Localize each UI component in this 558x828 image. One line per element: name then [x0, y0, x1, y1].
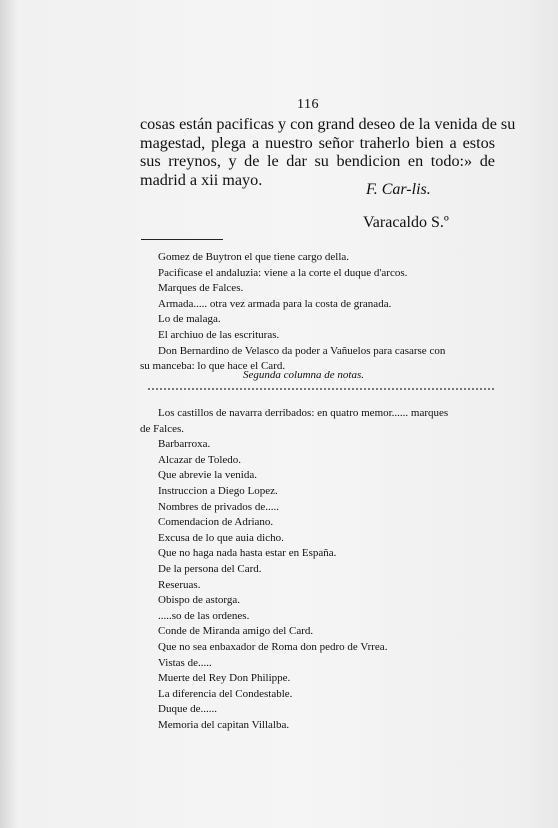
notes-list — [140, 250, 498, 375]
second-column-notes — [140, 406, 498, 733]
note-line: Instruccion a Diego Lopez. — [158, 484, 278, 497]
note-line: El archiuo de las escrituras. — [158, 328, 280, 341]
note-line: Barbarroxa. — [158, 438, 211, 451]
letter-text-block — [140, 115, 516, 189]
note-line: Vistas de..... — [158, 656, 212, 669]
note-line: Memoria del capitan Villalba. — [158, 718, 290, 731]
dotted-separator — [148, 388, 494, 400]
note-line: Reseruas. — [158, 578, 201, 591]
note-line: Lo de malaga. — [158, 313, 221, 326]
note-line: Muerte del Rey Don Philippe. — [158, 672, 291, 685]
note-line: de Falces. — [140, 422, 184, 435]
note-line: Excusa de lo que auia dicho. — [158, 531, 284, 544]
note-line: Nombres de privados de..... — [158, 500, 279, 513]
note-line: su manceba: lo que hace el Card. — [140, 360, 286, 373]
note-line: .....so de las ordenes. — [158, 609, 250, 622]
note-line: La diferencia del Condestable. — [158, 687, 293, 700]
note-line: Obispo de astorga. — [158, 594, 240, 607]
letter-line: magestad, plega a nuestro señor traherlo bien a estos — [140, 133, 495, 152]
note-line: Pacificase el andaluzia: viene a la corte el duque d'arcos. — [158, 266, 408, 279]
note-line: Don Bernardino de Velasco da poder a Vañuelos para casarse con — [158, 344, 446, 357]
note-line: Armada..... otra vez armada para la costa de granada. — [158, 297, 392, 310]
note-line: Duque de...... — [158, 703, 217, 716]
letter-line: madrid a xii mayo. — [140, 170, 263, 189]
page-number: 116 — [297, 97, 319, 112]
secretary-name: Varacaldo S.º — [363, 214, 449, 231]
note-line: Comendacion de Adriano. — [158, 516, 274, 529]
note-line: Conde de Miranda amigo del Card. — [158, 625, 314, 638]
note-line: Gomez de Buytron el que tiene cargo della. — [158, 251, 350, 263]
signature: F. Car-lis. — [366, 181, 431, 198]
note-line: Que no sea enbaxador de Roma don pedro de Vrrea. — [158, 640, 388, 653]
note-line: Los castillos de navarra derribados: en quatro memor...... marques — [158, 407, 449, 419]
note-line: Que no haga nada hasta estar en España. — [158, 547, 337, 560]
letter-line: cosas están pacificas y con grand deseo de la venida de su — [140, 115, 516, 133]
note-line: Marques de Falces. — [158, 282, 244, 295]
note-line: De la persona del Card. — [158, 562, 262, 575]
second-column-title: Segunda columna de notas. — [243, 369, 364, 381]
letter-line: sus rreynos, y de le dar su bendicion en todo:» de — [140, 152, 495, 170]
section-divider — [141, 239, 223, 240]
note-line: Que abrevie la venida. — [158, 469, 257, 482]
note-line: Alcazar de Toledo. — [158, 453, 242, 466]
